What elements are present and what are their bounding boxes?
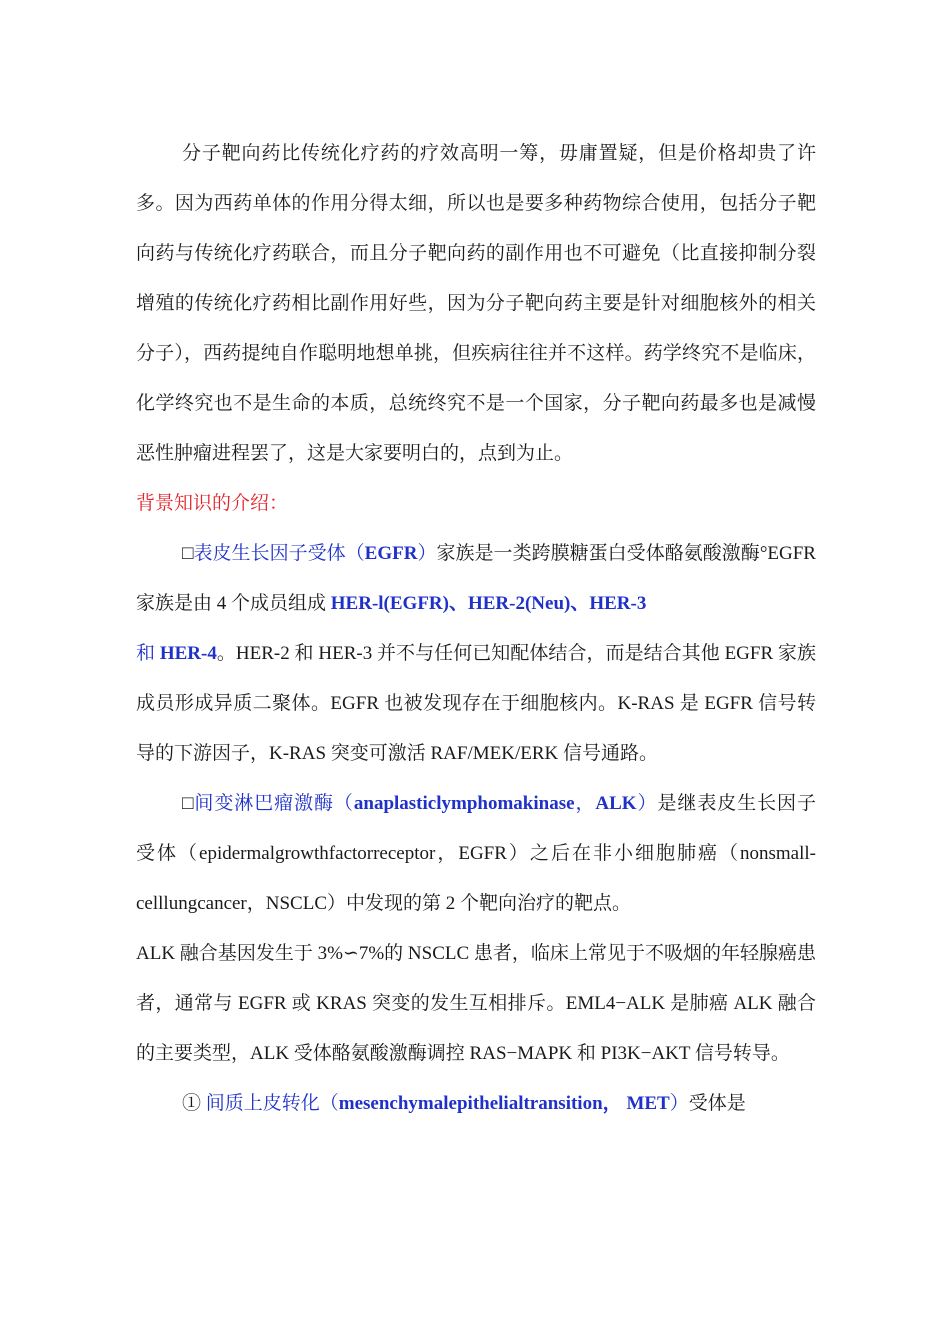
alk-abbr: ALK — [595, 793, 637, 814]
egfr-abbr: EGFR — [364, 543, 418, 564]
met-title: 间质上皮转化（ — [205, 1093, 339, 1114]
section-heading: 背景知识的介绍： — [136, 493, 289, 514]
met-bullet: ① — [182, 1093, 202, 1114]
met-text-1: 受体是 — [688, 1093, 746, 1114]
egfr-and: 和 — [136, 643, 160, 664]
alk-bullet: □ — [182, 793, 195, 814]
intro-paragraph — [136, 129, 816, 479]
met-term: mesenchymalepithelialtransition — [338, 1093, 603, 1114]
alk-sep: ， — [574, 793, 596, 814]
alk-title: 间变淋巴瘤激酶（ — [194, 793, 354, 814]
egfr-title-close: ） — [417, 543, 437, 564]
egfr-title: 表皮生长因子受体（ — [193, 543, 365, 564]
met-title-close: ） — [669, 1093, 689, 1114]
egfr-members: HER-l(EGFR)、HER-2(Neu)、HER-3 — [330, 593, 647, 614]
alk-term: anaplasticlymphomakinase — [353, 793, 575, 814]
egfr-bullet: □ — [182, 543, 194, 564]
met-abbr: MET — [626, 1093, 670, 1114]
alk-paragraph-2 — [136, 929, 816, 1079]
alk-text-1: 是继表皮生长因子受体（epidermalgrowthfactorreceptor，EGFR）之后在非小细胞肺癌（nonsmall-celllungcancer，NSCLC）中发现的第 2 个靶向治疗的靶点。 — [136, 793, 816, 914]
met-sep: ， — [602, 1093, 622, 1114]
egfr-text-2: 。HER-2 和 HER-3 并不与任何已知配体结合，而是结合其他 EGFR 家族成员形成异质二聚体。EGFR 也被发现存在于细胞核内。K-RAS 是 EGFR 信号转导的下游因子，K-RAS 突变可激活 RAF/MEK/ERK 信号通路。 — [136, 643, 816, 764]
egfr-member-4: HER-4 — [159, 643, 217, 664]
document-body — [136, 129, 816, 1129]
alk-text-2: ALK 融合基因发生于 3%∽7%的 NSCLC 患者，临床上常见于不吸烟的年轻腺癌患者，通常与 EGFR 或 KRAS 突变的发生互相排斥。EML4−ALK 是肺癌 ALK 融合的主要类型，ALK 受体酪氨酸激酶调控 RAS−MAPK 和 PI3K−AKT 信号转导。 — [136, 943, 816, 1064]
alk-paragraph — [136, 779, 816, 929]
egfr-text-1: 家族是一类跨膜糖蛋白受体酪氨酸激酶°EGFR 家族是由 4 个成员组成 — [136, 543, 816, 614]
intro-text: 分子靶向药比传统化疗药的疗效高明一筹，毋庸置疑，但是价格却贵了许多。因为西药单体的作用分得太细，所以也是要多种药物综合使用，包括分子靶向药与传统化疗药联合，而且分子靶向药的副作用也不可避免（比直接抑制分裂增殖的传统化疗药相比副作用好些，因为分子靶向药主要是针对细胞核外的相关分子），西药提纯自作聪明地想单挑，但疾病往往并不这样。药学终究不是临床，化学终究也不是生命的本质，总统终究不是一个国家，分子靶向药最多也是减慢恶性肿瘤进程罢了，这是大家要明白的，点到为止。 — [136, 143, 816, 464]
alk-title-close: ） — [636, 793, 658, 814]
met-paragraph — [136, 1079, 816, 1129]
egfr-paragraph — [136, 529, 816, 779]
